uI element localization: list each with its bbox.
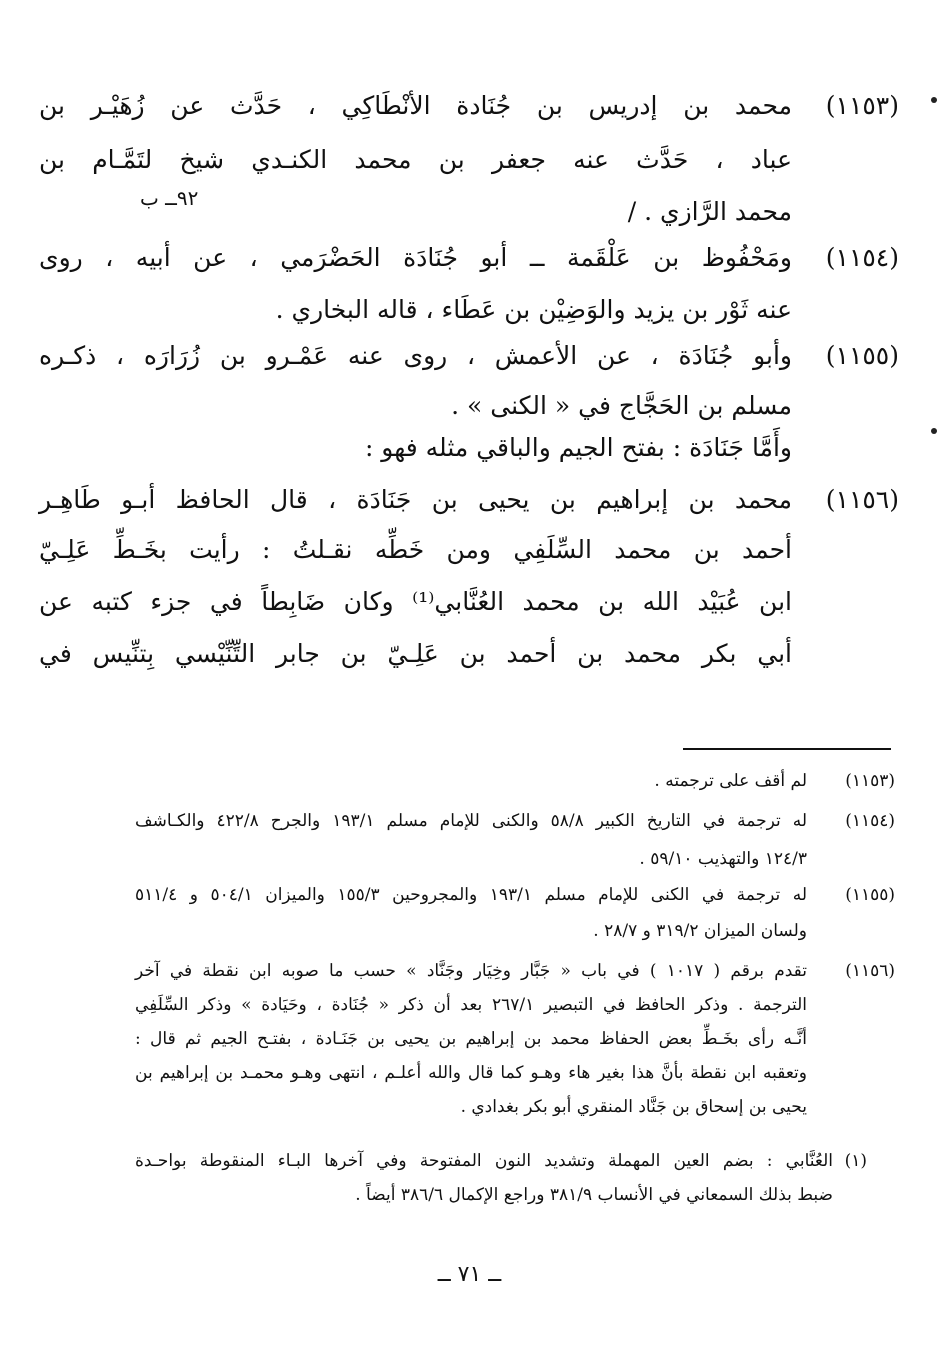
footnote-separator — [683, 748, 891, 750]
entry-number: (١١٥٤) — [825, 243, 899, 272]
entry-line: عنه ثَوْر بن يزيد والوَضِيْن بن عَطَاء ، قاله البخاري . — [275, 295, 792, 324]
margin-folio-note: ٩٢ــ ب — [140, 186, 199, 210]
footnote-line: لم أقف على ترجمته . — [654, 771, 807, 791]
entry-line: أحمد بن محمد السِّلَفِي ومن خَطِّه نقـلتُ : رأيت بخَـطِّ عَلِـيّ — [39, 535, 792, 564]
scan-speck — [931, 428, 937, 434]
entry-line: وأبو جُنَادَة ، عن الأعمش ، روى عنه عَمْـرو بن زُرَارَه ، ذكـره — [39, 341, 792, 370]
footnote-line: يحيى بن إسحاق بن جَنَّاد المنقري أبو بكر بغدادي . — [460, 1097, 807, 1117]
entry-line: محمد الرَّازي . / — [627, 197, 792, 226]
footnote-line: أنَّـه رأى بخَـطِّ بعض الحفاظ محمد بن إبراهيم بن يحيى بن جَنَـادة ، بفتـح الجيم ثم قال : — [135, 1029, 808, 1049]
entry-number: (١١٥٦) — [825, 485, 899, 514]
footnote-line: له ترجمة في الكنى للإمام مسلم ١٩٣/١ والمجروحين ١٥٥/٣ والميزان ٥٠٤/١ و ٥١١/٤ — [135, 885, 807, 905]
footnote-line: تقدم برقم ( ١٠١٧ ) في باب « جَبَّار وخِيَار وجَنَّاد » حسب ما صوبه ابن نقطة في آخر — [135, 961, 807, 981]
footnote-line: العُنَّابي : بضم العين المهملة وتشديد النون المفتوحة وفي آخرها البـاء المنقوطة بواحـدة — [135, 1151, 833, 1171]
footnote-line: الترجمة . وذكر الحافظ في التبصير ٢٦٧/١ بعد أن ذكر « جُنَادة ، وحَيَادة » وذكر السِّلَفِي — [135, 995, 807, 1015]
footnote-line: ١٢٤/٣ والتهذيب ٥٩/١٠ . — [639, 849, 807, 869]
entry-line: أبي بكر محمد بن أحمد بن عَلِـيّ بن جابر التِّنِّيْسي بِتنِّيس في — [39, 639, 792, 668]
note-line: وأَمَّا جَنَادَة : بفتح الجيم والباقي مثله فهو : — [364, 433, 792, 462]
entry-line: مسلم بن الحَجَّاج في « الكنى » . — [451, 391, 792, 420]
footnote-line: له ترجمة في التاريخ الكبير ٥٨/٨ والكنى للإمام مسلم ١٩٣/١ والجرح ٤٢٢/٨ والكـاشف — [135, 811, 808, 831]
entry-line: ومَحْفُوظ بن عَلْقَمة ــ أبو جُنَادَة الحَضْرَمي ، عن أبيه ، روى — [39, 243, 792, 272]
entry-number: (١١٥٥) — [825, 341, 899, 370]
footnote-number: (١١٥٥) — [845, 885, 895, 905]
footnote-line: ولسان الميزان ٣١٩/٢ و ٢٨/٧ . — [593, 921, 807, 941]
footnote-number: (١١٥٤) — [845, 811, 895, 831]
footnote-number: (١) — [844, 1151, 867, 1171]
footnote-line: ضبط بذلك السمعاني في الأنساب ٣٨١/٩ وراجع الإكمال ٣٨٦/٦ أيضاً . — [355, 1185, 833, 1205]
page-number: ــ ٧١ ــ — [437, 1262, 502, 1287]
entry-line: محمد بن إدريس بن جُنَادة الأنْطَاكِي ، حَدَّث عن زُهَيْـر بن — [39, 91, 792, 120]
footnote-number: (١١٥٣) — [845, 771, 895, 791]
entry-line: ابن عُبَيْد الله بن محمد العُنَّابي⁽¹⁾ وكان ضَابِطاً في جزء كتبه عن — [39, 587, 792, 616]
entry-line: عباد ، حَدَّث عنه جعفر بن محمد الكنـدي شيخ لتَمَّـام بن — [39, 145, 792, 174]
scan-speck — [931, 97, 937, 103]
entry-number: (١١٥٣) — [825, 91, 899, 120]
entry-line: محمد بن إبراهيم بن يحيى بن جَنَادَة ، قال الحافظ أبـو طَاهِـر — [39, 485, 792, 514]
footnote-line: وتعقبه ابن نقطة بأنَّ هذا بغير هاء وهـو كما قال والله أعلـم ، انتهى وهـو محمـد بن إبراهيم بن — [135, 1063, 807, 1083]
footnote-number: (١١٥٦) — [845, 961, 895, 981]
